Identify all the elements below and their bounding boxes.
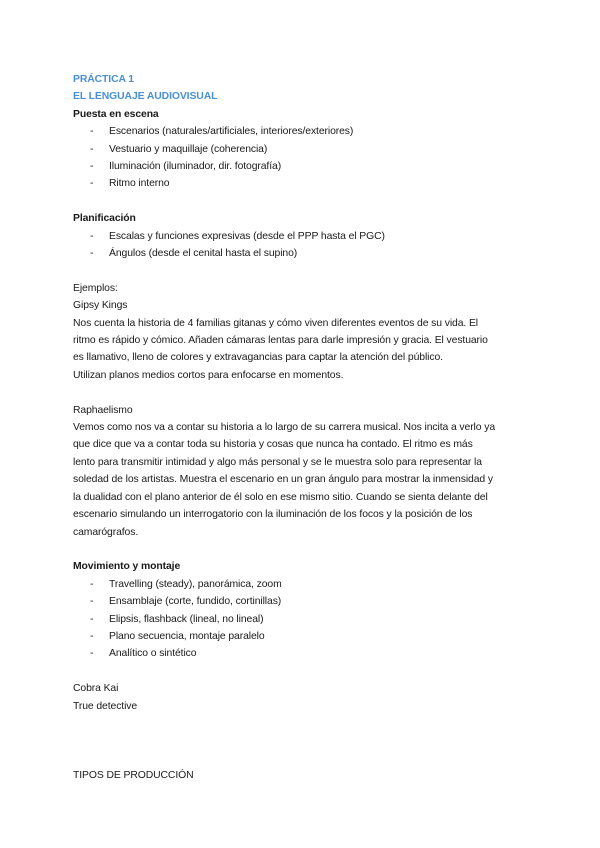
raphaelismo-title: Raphaelismo [73, 404, 133, 416]
puesta-heading: Puesta en escena [73, 108, 159, 120]
gipsy-kings-title: Gipsy Kings [73, 300, 128, 312]
list-item: - Vestuario y maquillaje (coherencia) [73, 141, 533, 158]
paragraph-line: es llamativo, lleno de colores y extravagancias para captar la atención del público. [73, 352, 443, 364]
paragraph-line: que dice que va a contar toda su historia y cosas que nunca ha contado. El ritmo es más [73, 439, 473, 451]
movimiento-heading: Movimiento y montaje [73, 561, 181, 573]
document-body [73, 71, 533, 784]
ejemplos-label: Ejemplos: [73, 282, 118, 294]
puesta-list [73, 123, 533, 193]
paragraph-line: ritmo es rápido y cómico. Añaden cámaras lentas para darle impresión y gracia. El vestuario [73, 335, 488, 347]
list-item: - Escalas y funciones expresivas (desde el PPP hasta el PGC) [73, 228, 533, 245]
paragraph-line: Nos cuenta la historia de 4 familias gitanas y cómo viven diferentes eventos de su vida. El [73, 317, 479, 329]
paragraph-line: la dualidad con el plano anterior de él solo en ese mismo sitio. Cuando se sienta delante del [73, 491, 488, 503]
list-item: - Travelling (steady), panorámica, zoom [73, 576, 533, 593]
list-item: - Elipsis, flashback (lineal, no lineal) [73, 611, 533, 628]
paragraph-line: Vemos como nos va a contar su historia a lo largo de su carrera musical. Nos incita a verlo ya [73, 422, 496, 434]
section-title: EL LENGUAJE AUDIOVISUAL [73, 91, 218, 103]
list-item: - Plano secuencia, montaje paralelo [73, 628, 533, 645]
list-item: - Ángulos (desde el cenital hasta el supino) [73, 245, 533, 262]
paragraph-line: Utilizan planos medios cortos para enfocarse en momentos. [73, 369, 344, 381]
paragraph-line: soledad de los artistas. Muestra el escenario en un gran ángulo para mostrar la inmensidad y [73, 474, 493, 486]
list-item: - Ensamblaje (corte, fundido, cortinillas) [73, 593, 533, 610]
list-item: - Iluminación (iluminador, dir. fotografía) [73, 158, 533, 175]
practice-title: PRÁCTICA 1 [73, 74, 134, 85]
list-item: - Ritmo interno [73, 175, 533, 192]
planificacion-list [73, 228, 533, 263]
paragraph-line: camarógrafos. [73, 526, 139, 538]
series-true-detective: True detective [73, 700, 138, 712]
paragraph-line: lento para transmitir intimidad y algo más personal y se le muestra solo para representar la [73, 456, 482, 468]
list-item: - Escenarios (naturales/artificiales, interiores/exteriores) [73, 123, 533, 140]
tipos-produccion-heading: TIPOS DE PRODUCCIÓN [73, 769, 194, 781]
series-cobra-kai: Cobra Kai [73, 683, 119, 695]
gipsy-kings-paragraph [73, 315, 533, 385]
raphaelismo-paragraph [73, 419, 533, 541]
planificacion-heading: Planificación [73, 213, 136, 225]
list-item: - Analítico o sintético [73, 645, 533, 662]
paragraph-line: escenario simulando un interrogatorio con la iluminación de los focos y la posición de los [73, 509, 473, 521]
movimiento-list [73, 576, 533, 663]
